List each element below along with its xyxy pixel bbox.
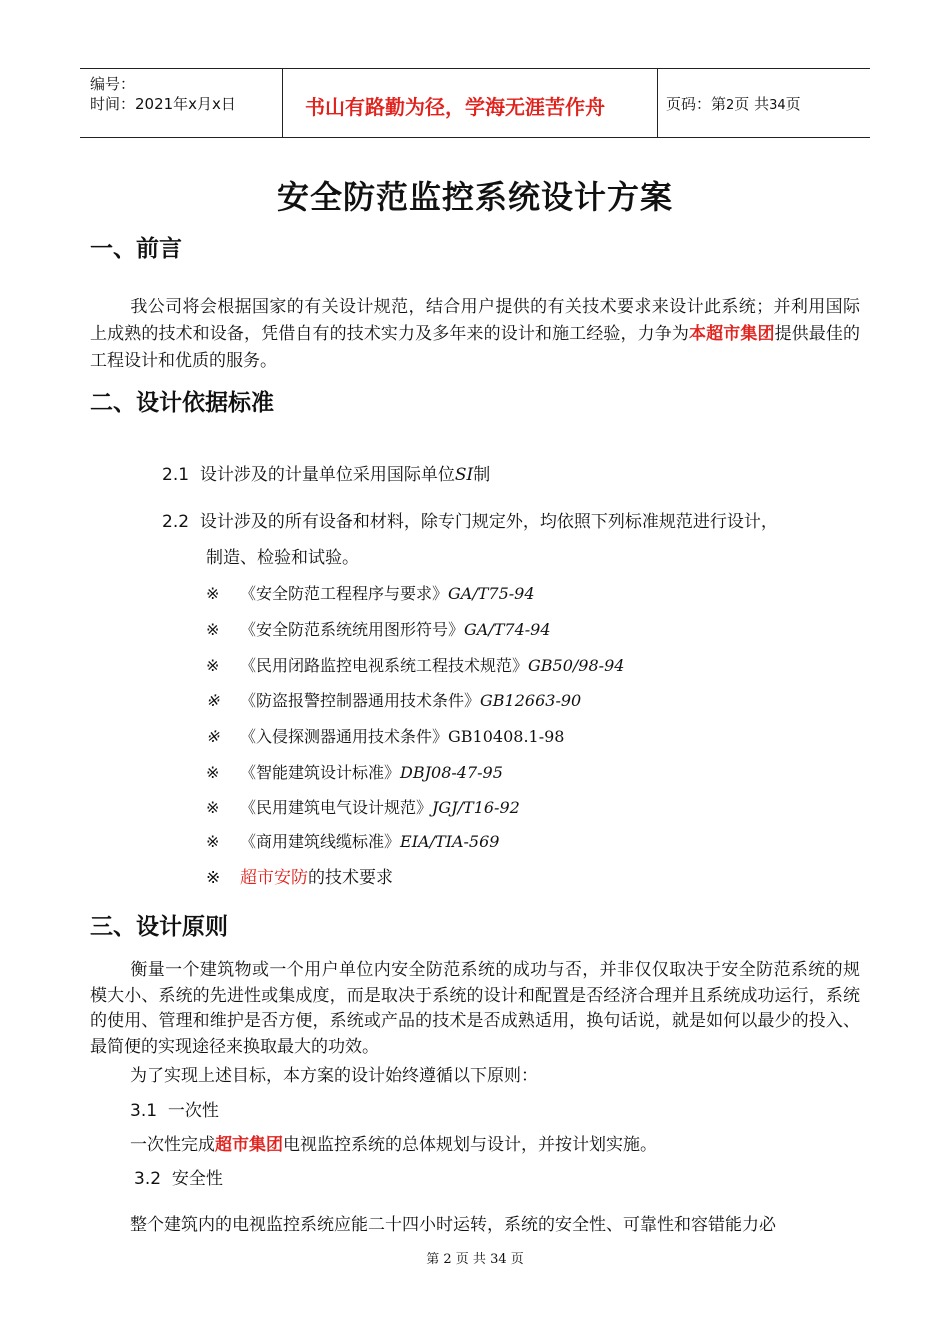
page-indicator: 页码：第2页 共34页 — [666, 95, 801, 113]
section-3-goal: 为了实现上述目标，本方案的设计始终遵循以下原则： — [130, 1066, 538, 1086]
header-page-cell — [658, 69, 870, 137]
standard-item: ※ 《商用建筑线缆标准》EIA/TIA-569 — [206, 832, 500, 851]
highlight-supermarket-security: 超市安防 — [240, 868, 308, 888]
item-3-2-text: 整个建筑内的电视监控系统应能二十四小时运转，系统的安全性、可靠性和容错能力必 — [130, 1215, 776, 1235]
header-motto-cell — [283, 69, 658, 137]
standard-item: ※ 《防盗报警控制器通用技术条件》GB12663-90 — [206, 691, 582, 710]
standard-item: ※ 《智能建筑设计标准》DBJ08-47-95 — [206, 763, 503, 782]
section-3-heading: 三、设计原则 — [90, 914, 228, 940]
item-2-2: 2.2 设计涉及的所有设备和材料，除专门规定外，均依照下列标准规范进行设计， — [162, 512, 778, 532]
number-label: 编号： — [90, 75, 136, 93]
highlight-company: 本超市集团 — [688, 324, 775, 344]
standard-item: ※ 《入侵探测器通用技术条件》GB10408.1-98 — [206, 727, 565, 746]
standard-item: ※ 《民用建筑电气设计规范》JGJ/T16-92 — [206, 798, 520, 817]
standard-item: ※ 《民用闭路监控电视系统工程技术规范》GB50/98-94 — [206, 656, 625, 675]
motto: 书山有路勤为径，学海无涯苦作舟 — [305, 95, 605, 119]
section-2-heading: 二、设计依据标准 — [90, 390, 274, 416]
header-meta-cell — [80, 69, 283, 137]
time-label: 时间：2021年x月x日 — [90, 95, 236, 113]
standard-item: ※ 《安全防范系统统用图形符号》GA/T74-94 — [206, 620, 551, 639]
item-3-1-text: 一次性完成超市集团电视监控系统的总体规划与设计，并按计划实施。 — [130, 1135, 657, 1155]
document-title: 安全防范监控系统设计方案 — [276, 178, 673, 216]
item-2-1: 2.1 设计涉及的计量单位采用国际单位SI制 — [162, 465, 491, 485]
item-3-2: 3.2 安全性 — [134, 1169, 223, 1189]
item-2-2-continued: 制造、检验和试验。 — [206, 548, 359, 568]
standard-item: ※ 超市安防的技术要求 — [206, 868, 393, 888]
page-header — [80, 68, 870, 138]
item-3-1: 3.1 一次性 — [130, 1101, 219, 1121]
section-1-heading: 一、前言 — [90, 236, 182, 262]
standard-item: ※ 《安全防范工程程序与要求》GA/T75-94 — [206, 584, 535, 603]
highlight-supermarket-group: 超市集团 — [215, 1135, 283, 1155]
section-3-paragraph: 衡量一个建筑物或一个用户单位内安全防范系统的成功与否，并非仅仅取决于安全防范系统的规模大小、系统的先进性或集成度，而是取决于系统的设计和配置是否经济合理并且系统成功运行，系统的使用、管理和维护是否方便，系统或产品的技术是否成熟适用，换句话说，就是如何以最少的投入、最简便的实现途径来换取最大的功效。 — [90, 960, 860, 1057]
section-1-paragraph: 我公司将会根据国家的有关设计规范，结合用户提供的有关技术要求来设计此系统；并利用国际上成熟的技术和设备，凭借自有的技术实力及多年来的设计和施工经验，力争为本超市集团提供最佳的工程设计和优质的服务。 — [90, 297, 861, 371]
page-footer: 第 2 页 共 34 页 — [426, 1252, 524, 1267]
